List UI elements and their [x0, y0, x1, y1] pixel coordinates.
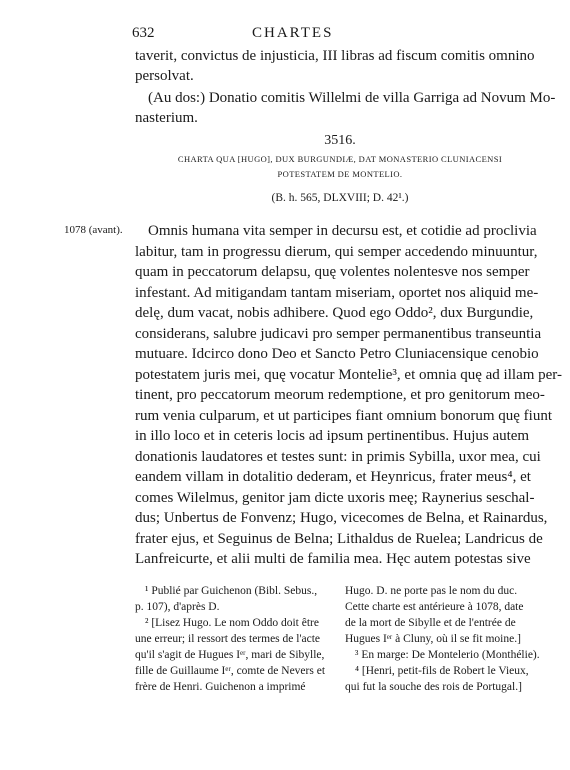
margin-date: 1078 (avant).: [64, 224, 123, 236]
body-line: tinent, pro peccatorum meorum redemptione, et pro genitorum meo-: [135, 387, 545, 403]
body-line: comes Wilelmus, genitor jam dicte uxoris meę; Raynerius seschal-: [135, 490, 535, 506]
footnote-line: qu'il s'agit de Hugues Iᵉʳ, mari de Sibylle,: [135, 649, 325, 661]
charter-reference: (B. h. 565, DLXVIII; D. 42¹.): [271, 192, 409, 204]
charter-caption-line: POTESTATEM DE MONTELIO.: [277, 169, 403, 179]
body-line: eandem villam in dotalitio dederam, et Heynricus, frater meus⁴, et: [135, 469, 531, 485]
body-line: Lanfreicurte, et alii multi de familia mea. Hęc autem potestas sive: [135, 551, 531, 567]
footnote-line: une erreur; il ressort des termes de l'acte: [135, 633, 321, 645]
footnote-line: Hugo. D. ne porte pas le nom du duc.: [345, 585, 518, 597]
body-line: labitur, tam in progressu dierum, qui semper accedendo minuuntur,: [135, 244, 538, 260]
footnote-line: Cette charte est antérieure à 1078, date: [345, 601, 524, 613]
body-line: rum venia culparum, et ut participes fiant omnium bonorum quę fiunt: [135, 408, 552, 424]
body-line: delę, dum vacat, nobis adhibere. Quod ego Oddo², dux Burgundie,: [135, 305, 534, 321]
footnote-line: ³ En marge: De Montelerio (Monthélie).: [355, 649, 540, 661]
body-line: potestatem juris mei, quę vocatur Montelie³, et omnia quę ad illam per-: [135, 367, 562, 383]
body-line: frater ejus, et Seguinus de Belna; Lithaldus de Ruelea; Landricus de: [135, 531, 543, 547]
page-number: 632: [132, 25, 155, 41]
verso-note-line: (Au dos:) Donatio comitis Willelmi de villa Garriga ad Novum Mo-: [148, 90, 556, 106]
carryover-line: persolvat.: [135, 68, 194, 84]
carryover-line: taverit, convictus de injusticia, III libras ad fiscum comitis omnino: [135, 48, 535, 64]
body-line: mutuare. Idcirco dono Deo et Sancto Petro Cluniacensique cenobio: [135, 346, 539, 362]
body-line: Omnis humana vita semper in decursu est, et cotidie ad proclivia: [148, 223, 537, 239]
body-line: considerans, salubre judicavi pro semper permanentibus transeuntia: [135, 326, 542, 342]
footnote-line: fille de Guillaume Iᵉʳ, comte de Nevers et: [135, 665, 326, 677]
footnote-line: p. 107), d'après D.: [135, 601, 220, 613]
body-line: quam in peccatorum delapsu, quę volentes nolentesve nos semper: [135, 264, 530, 280]
footnote-line: qui fut la souche des rois de Portugal.]: [345, 681, 522, 693]
body-line: dus; Unbertus de Fonvenz; Hugo, vicecomes de Belna, et Rainardus,: [135, 510, 548, 526]
body-line: infestant. Ad mitigandam tantam miseriam, oportet nos aliquid me-: [135, 285, 539, 301]
body-line: donationis laudatores et testes sunt: in primis Sybilla, uxor mea, cui: [135, 449, 541, 465]
body-line: in illo loco et in ceteris locis ad ipsum pertinentibus. Hujus autem: [135, 428, 530, 444]
footnote-line: Hugues Iᵉʳ à Cluny, où il se fit moine.]: [345, 633, 521, 645]
verso-note-line: nasterium.: [135, 110, 198, 126]
footnote-line: de la mort de Sibylle et de l'entrée de: [345, 617, 516, 629]
running-title: CHARTES: [252, 25, 334, 41]
footnote-line: ⁴ [Henri, petit-fils de Robert le Vieux,: [355, 665, 529, 677]
footnote-line: ¹ Publié par Guichenon (Bibl. Sebus.,: [145, 585, 318, 597]
charter-number: 3516.: [324, 133, 356, 148]
footnote-line: ² [Lisez Hugo. Le nom Oddo doit être: [145, 617, 319, 629]
charter-caption-line: CHARTA QUA [HUGO], DUX BURGUNDIÆ, DAT MONASTERIO CLUNIACENSI: [177, 154, 503, 164]
footnote-line: frère de Henri. Guichenon a imprimé: [135, 681, 306, 693]
